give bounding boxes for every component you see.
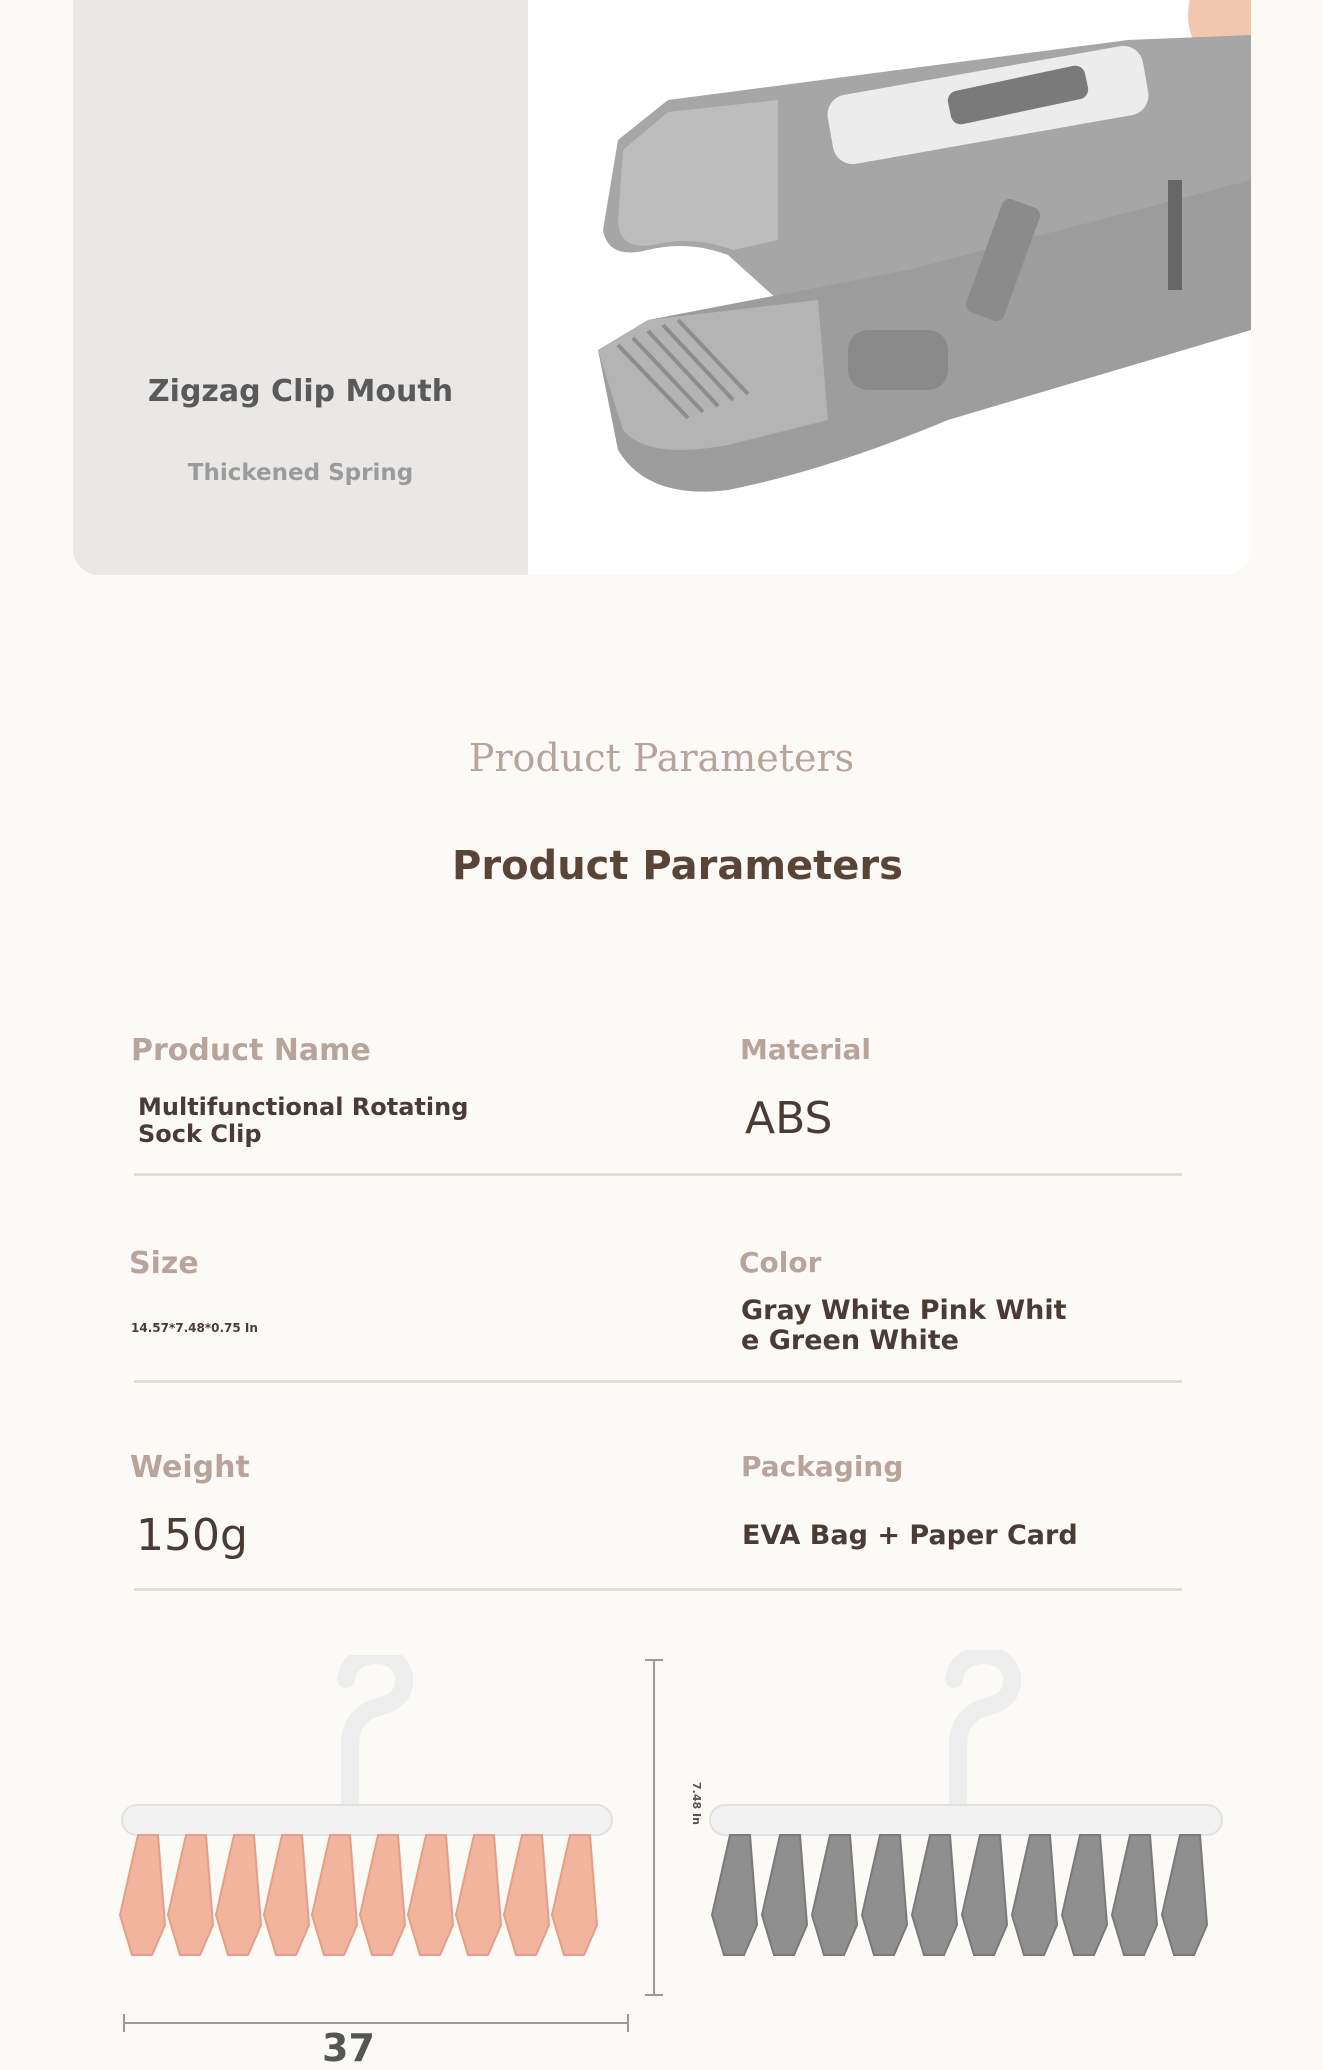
color-value-line1: Gray White Pink Whit xyxy=(741,1295,1067,1326)
width-dimension-cap-left xyxy=(123,2014,125,2032)
product-name-label: Product Name xyxy=(131,1033,371,1068)
divider-row-1 xyxy=(134,1173,1182,1176)
product-name-value-line1: Multifunctional Rotating xyxy=(138,1093,469,1121)
height-dimension-line xyxy=(653,1660,655,1995)
material-value: ABS xyxy=(745,1093,833,1144)
color-value xyxy=(741,1296,1067,1356)
divider-row-3 xyxy=(134,1588,1182,1591)
size-label: Size xyxy=(129,1246,199,1281)
product-name-value xyxy=(138,1094,468,1148)
height-dimension-cap-top xyxy=(645,1659,663,1661)
clip-closeup-image xyxy=(528,0,1251,575)
color-label: Color xyxy=(739,1246,822,1279)
feature-card xyxy=(73,0,1251,575)
weight-value: 150g xyxy=(136,1510,248,1561)
width-dimension-line xyxy=(124,2022,628,2024)
gray-hanger-image xyxy=(700,1650,1230,2010)
section-title: Product Parameters xyxy=(452,843,903,889)
feature-title: Zigzag Clip Mouth xyxy=(147,374,454,409)
height-dimension-label: 7.48 In xyxy=(690,1782,703,1825)
height-dimension-cap-bottom xyxy=(645,1994,663,1996)
width-dimension-cap-right xyxy=(627,2014,629,2032)
product-name-value-line2: Sock Clip xyxy=(138,1120,262,1148)
pink-hanger-image xyxy=(110,1655,630,2015)
divider-row-2 xyxy=(134,1380,1182,1383)
material-label: Material xyxy=(740,1033,872,1066)
color-value-line2: e Green White xyxy=(741,1325,959,1356)
width-dimension-label: 37 xyxy=(322,2026,375,2070)
feature-text-panel xyxy=(73,0,528,575)
section-script-title: Product Parameters xyxy=(468,736,855,780)
feature-subtitle: Thickened Spring xyxy=(187,460,414,486)
packaging-value: EVA Bag + Paper Card xyxy=(742,1520,1078,1551)
weight-label: Weight xyxy=(130,1450,250,1485)
packaging-label: Packaging xyxy=(741,1450,904,1483)
size-value: 14.57*7.48*0.75 In xyxy=(131,1321,258,1335)
